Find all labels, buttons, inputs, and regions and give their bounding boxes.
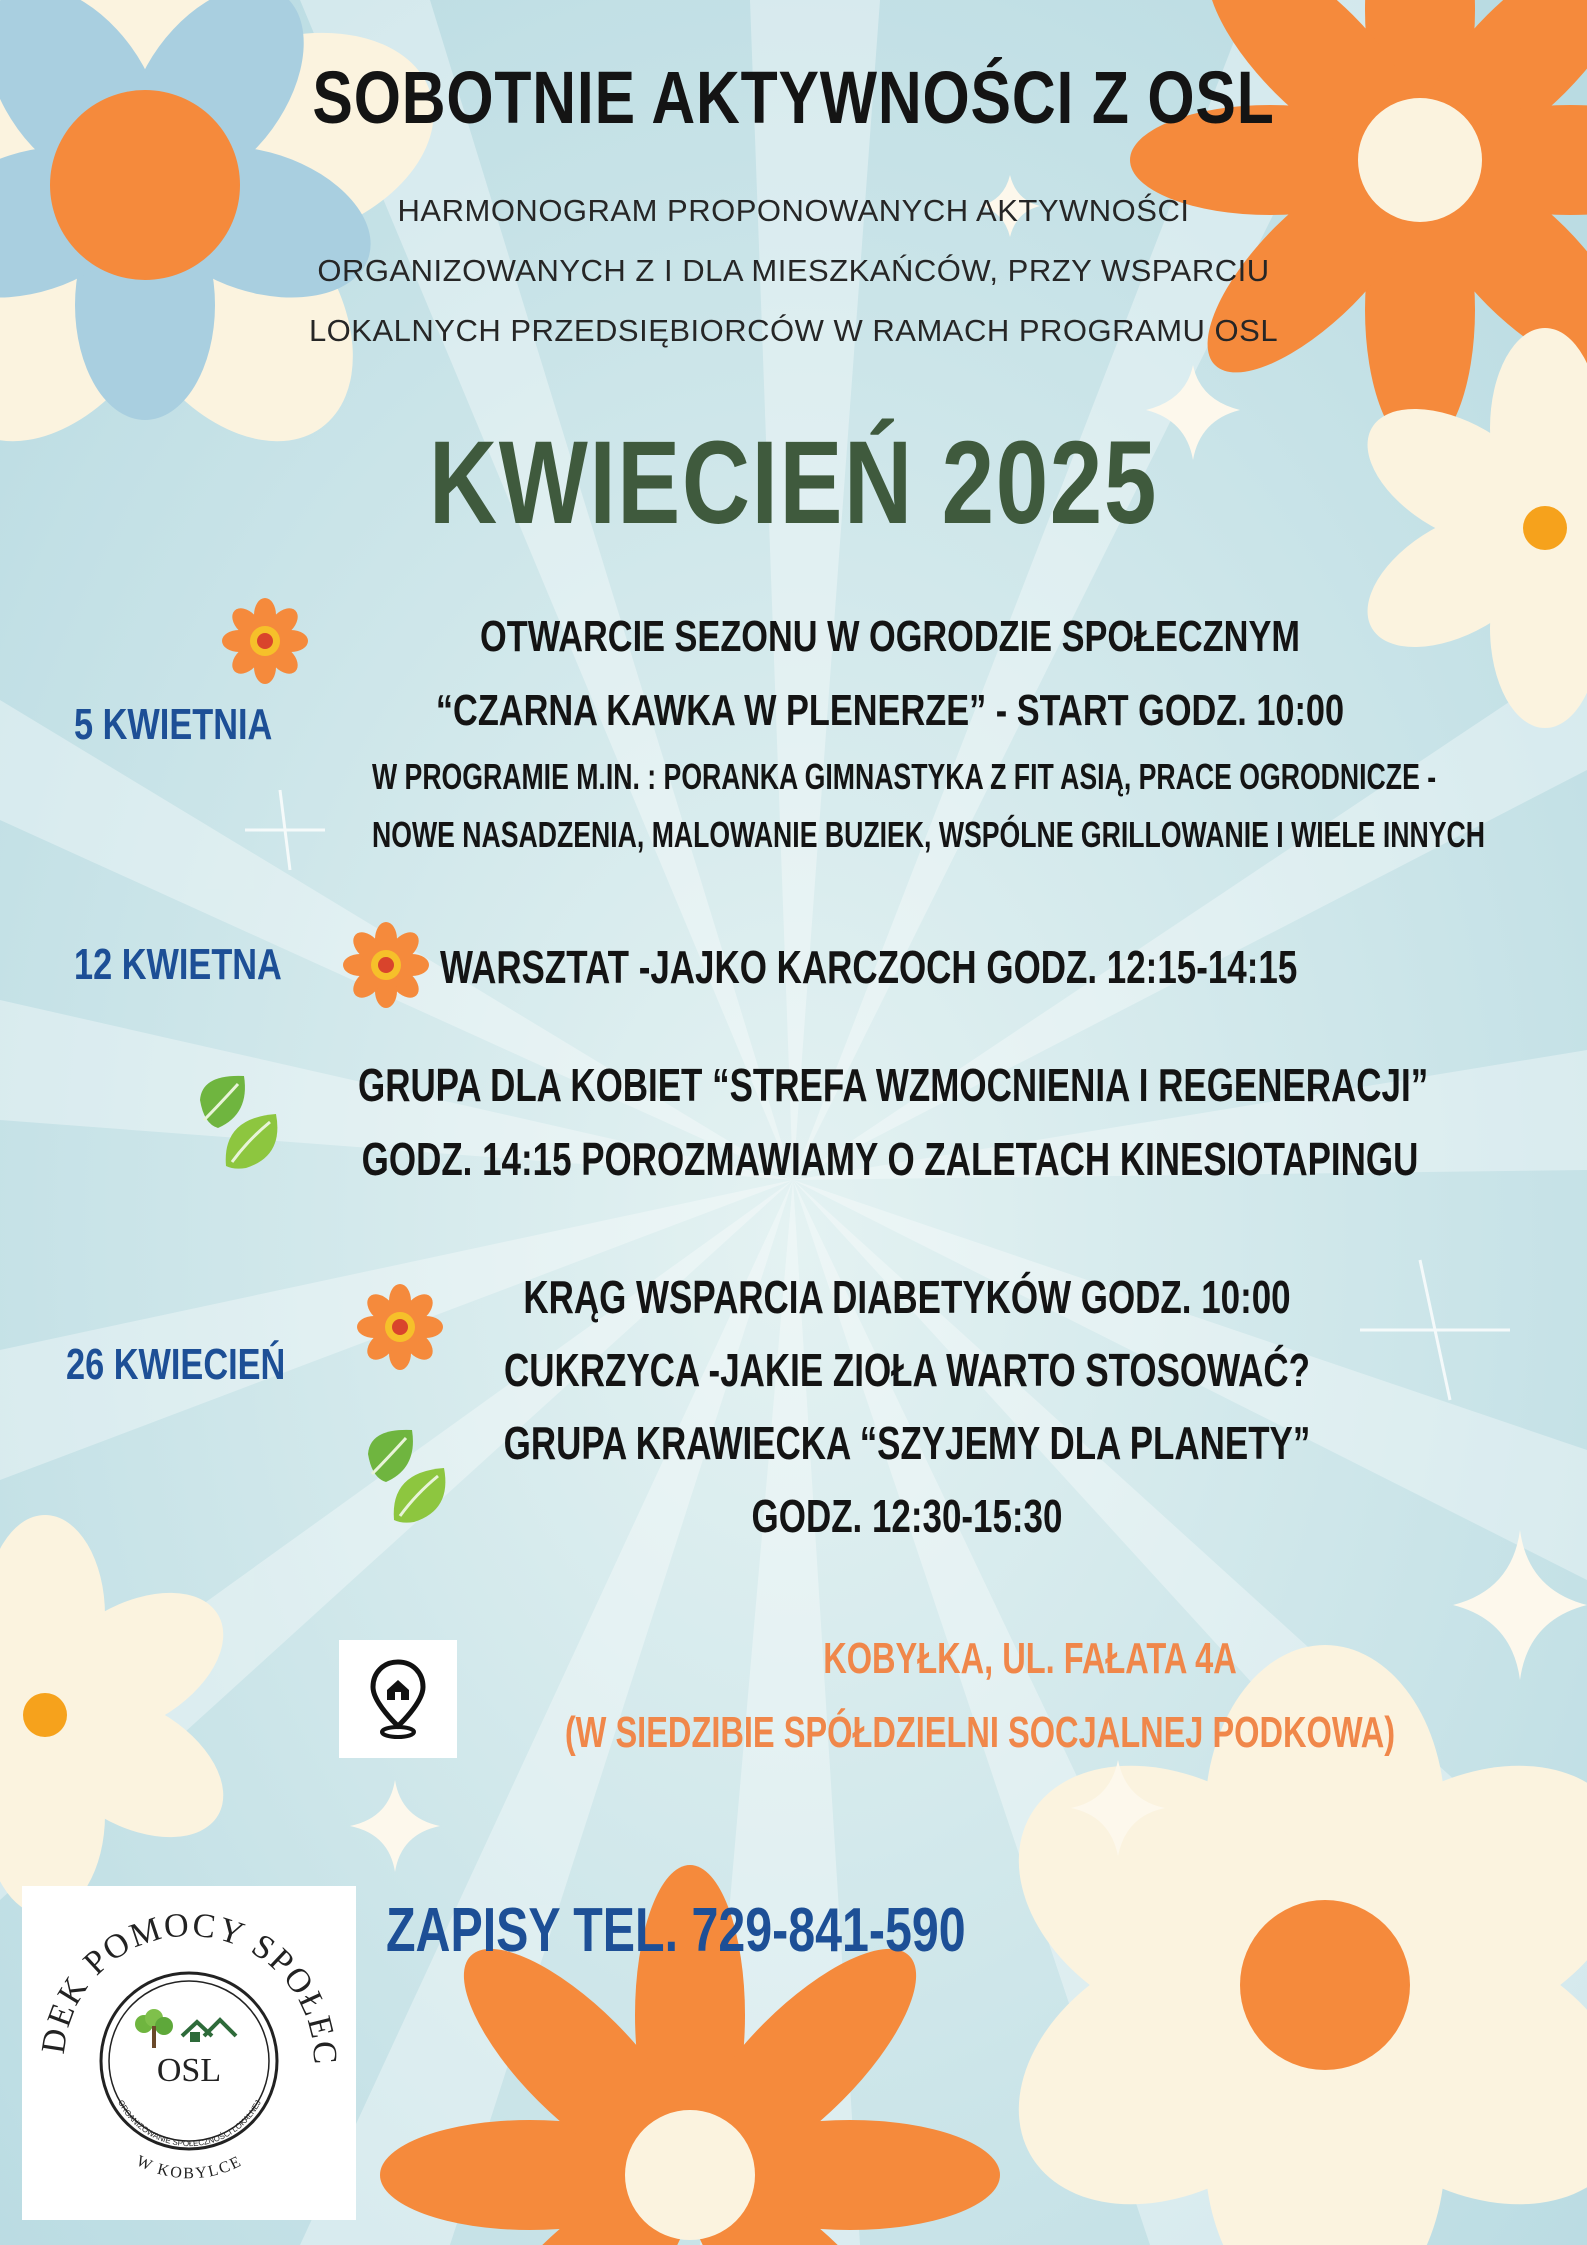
event-1-line-2: “CZARNA KAWKA W PLENERZE” - START GODZ. 10:00	[435, 686, 1345, 735]
page-title: SOBOTNIE AKTYWNOŚCI Z OSL	[312, 56, 1275, 139]
svg-text:ORGANIZOWANIE SPOŁECZNOŚCI LOK	[116, 2099, 263, 2149]
tree-icon	[135, 2009, 173, 2048]
event-3-line-2: CUKRZYCA -JAKIE ZIOŁA WARTO STOSOWAĆ?	[503, 1344, 1311, 1396]
event-date-3: 26 KWIECIEŃ	[66, 1340, 286, 1389]
event-2-line-2: GRUPA DLA KOBIET “STREFA WZMOCNIENIA I REGENERACJI”	[358, 1059, 1429, 1111]
event-3-line-1: KRĄG WSPARCIA DIABETYKÓW GODZ. 10:00	[523, 1271, 1291, 1323]
logo-arc-top: DEK POMOCY SPOŁEC	[34, 1906, 344, 2067]
event-date-2: 12 KWIETNA	[74, 940, 282, 989]
address-line-2: (W SIEDZIBIE SPÓŁDZIELNI SOCJALNEJ PODKOWA)	[564, 1708, 1396, 1757]
leaf-icon	[192, 1070, 284, 1170]
event-2-line-3: GODZ. 14:15 POROZMAWIAMY O ZALETACH KINESIOTAPINGU	[361, 1133, 1419, 1185]
osl-logo	[22, 1886, 356, 2220]
svg-text:W KOBYLCE	[134, 2153, 246, 2183]
flower-icon	[343, 922, 429, 1008]
logo-center: OSL	[156, 2052, 222, 2089]
event-date-1: 5 KWIETNIA	[74, 700, 273, 749]
houses-icon	[182, 2020, 236, 2040]
event-3-line-3: GRUPA KRAWIECKA “SZYJEMY DLA PLANETY”	[503, 1417, 1311, 1469]
subtitle-line-2: ORGANIZOWANYCH Z I DLA MIESZKAŃCÓW, PRZY WSPARCIU	[317, 253, 1270, 288]
location-pin-box	[339, 1640, 457, 1758]
event-1-line-1: OTWARCIE SEZONU W OGRODZIE SPOŁECZNYM	[480, 612, 1300, 661]
subtitle-line-3: LOKALNYCH PRZEDSIĘBIORCÓW W RAMACH PROGRAMU OSL	[308, 313, 1279, 348]
event-1-line-3: W PROGRAMIE M.IN. : PORANKA GIMNASTYKA Z FIT ASIĄ, PRACE OGRODNICZE -	[372, 756, 1437, 797]
logo-inner-arc: ORGANIZOWANIE SPOŁECZNOŚCI LOKALNEJ	[116, 2098, 263, 2149]
leaf-icon	[360, 1424, 452, 1524]
subtitle-line-1: HARMONOGRAM PROPONOWANYCH AKTYWNOŚCI	[397, 193, 1190, 228]
logo-arc-bottom: W KOBYLCE	[133, 2152, 246, 2183]
svg-text:OŚRODEK POMOCY SPOŁECZNEJ	[22, 1886, 343, 2067]
event-1-line-4: NOWE NASADZENIA, MALOWANIE BUZIEK, WSPÓLNE GRILLOWANIE I WIELE INNYCH	[372, 814, 1485, 855]
flower-icon	[357, 1284, 443, 1370]
address-line-1: KOBYŁKA, UL. FAŁATA 4A	[823, 1634, 1237, 1683]
osl-logo-graphic	[22, 1886, 356, 2220]
event-3-line-4: GODZ. 12:30-15:30	[751, 1490, 1063, 1542]
home-pin-icon	[339, 1640, 457, 1758]
month-heading: KWIECIEŃ 2025	[428, 417, 1159, 549]
event-2-line-1: WARSZTAT -JAJKO KARCZOCH GODZ. 12:15-14:15	[440, 941, 1298, 993]
flower-icon	[222, 598, 308, 684]
signup-phone: ZAPISY TEL. 729-841-590	[386, 1896, 966, 1965]
